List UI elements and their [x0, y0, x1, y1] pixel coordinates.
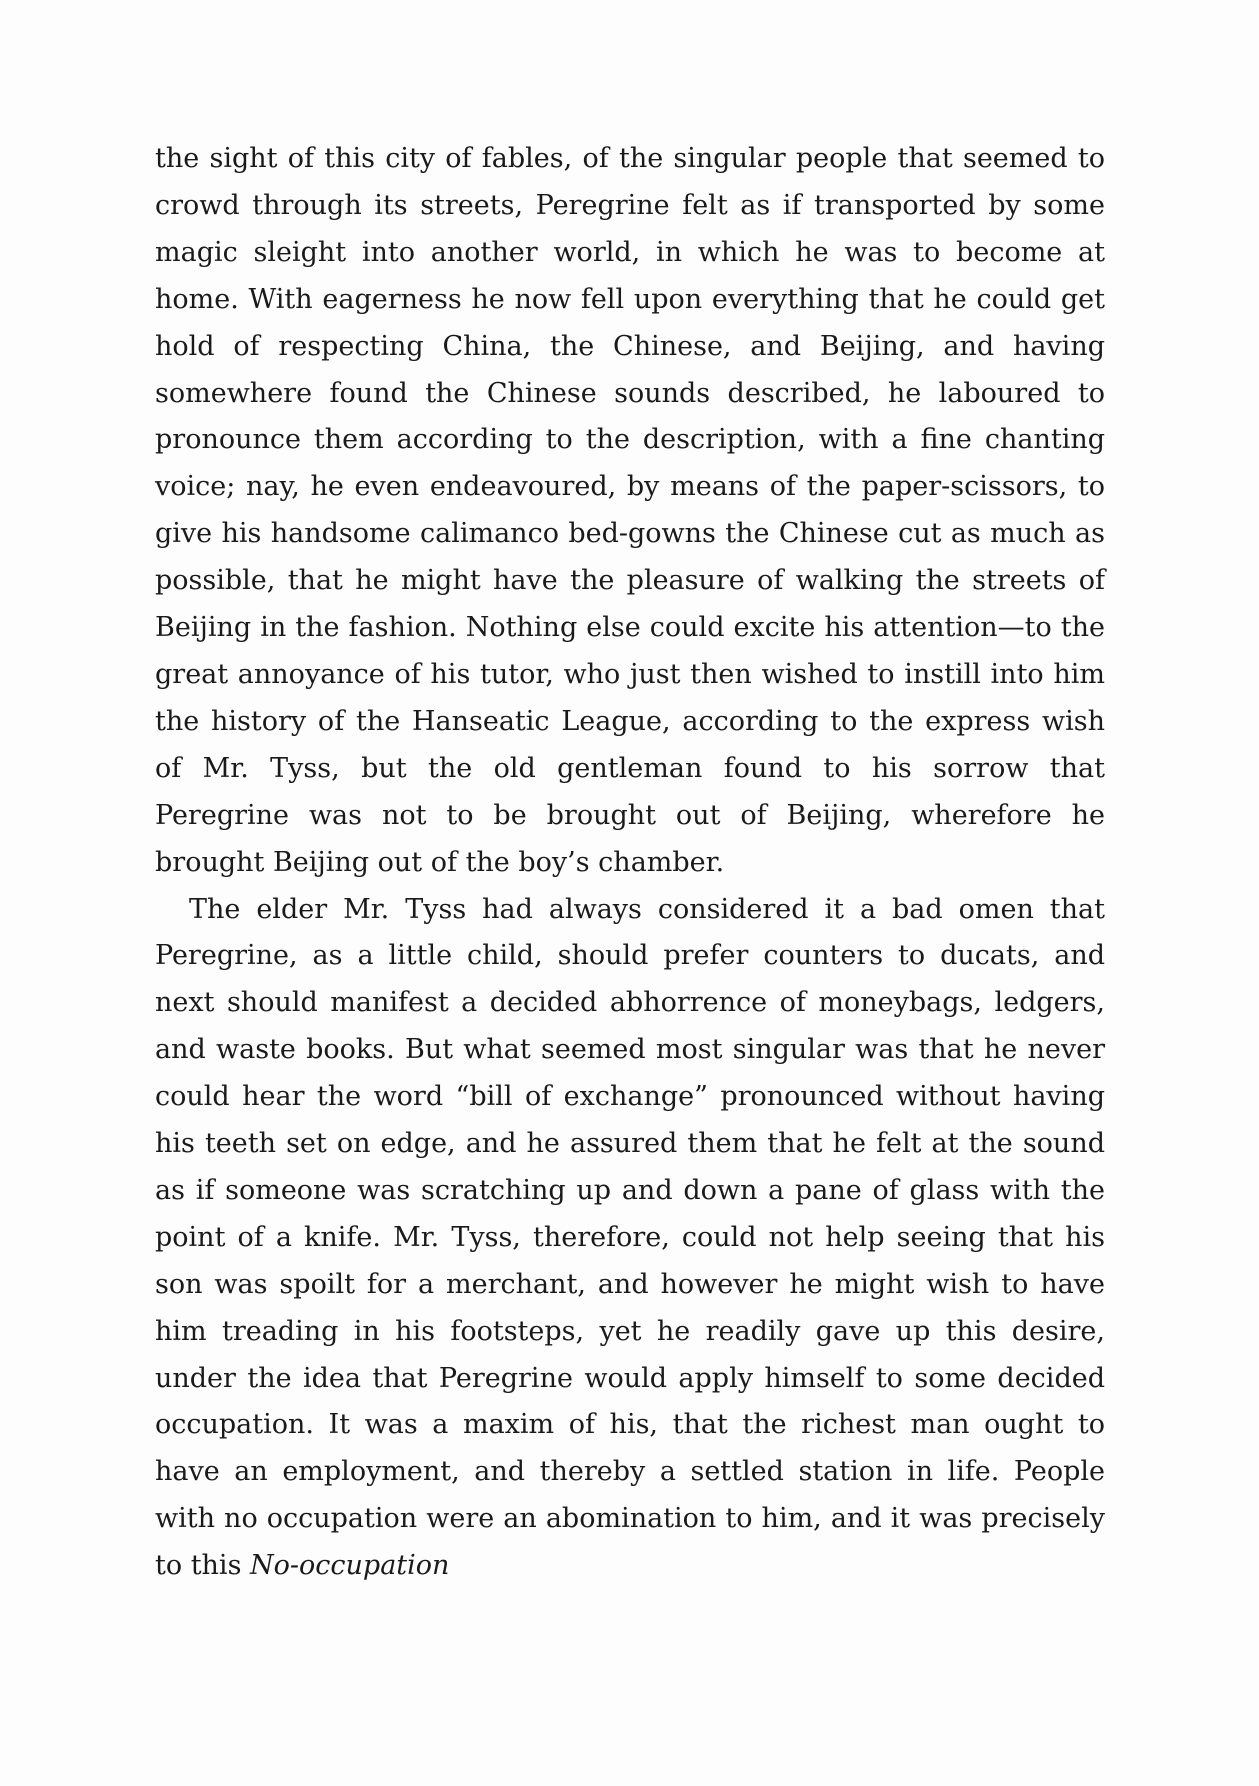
- paragraph-2: [155, 887, 1105, 1591]
- paragraph-1-text: the sight of this city of fables, of the singular people that seemed to crowd through its streets, Peregrine felt as if transported by some magic sleight into another world, in which he was to become at home. With eagerness he now fell upon everything that he could get hold of respecting China, the Chinese, and Beijing, and having somewhere found the Chinese sounds described, he laboured to pronounce them according to the description, with a fine chanting voice; nay, he even endeavoured, by means of the paper-scissors, to give his handsome calimanco bed-gowns the Chinese cut as much as possible, that he might have the pleasure of walking the streets of Beijing in the fashion. Nothing else could excite his attention—to the great annoyance of his tutor, who just then wished to instill into him the history of the Hanseatic League, according to the express wish of Mr. Tyss, but the old gentleman found to his sorrow that Peregrine was not to be brought out of Beijing, wherefore he brought Beijing out of the boy’s chamber.: [155, 143, 1105, 878]
- italic-phrase: No-occupation: [250, 1550, 450, 1582]
- paragraph-1: [155, 136, 1105, 887]
- paragraph-2-text: The elder Mr. Tyss had always considered it a bad omen that Peregrine, as a little child, should prefer counters to ducats, and next should manifest a decided abhorrence of moneybags, ledgers, and waste books. But what seemed most singular was that he never could hear the word “bill of exchange” pronounced without having his teeth set on edge, and he assured them that he felt at the sound as if someone was scratching up and down a pane of glass with the point of a knife. Mr. Tyss, therefore, could not help seeing that his son was spoilt for a merchant, and however he might wish to have him treading in his footsteps, yet he readily gave up this desire, under the idea that Peregrine would apply himself to some decided occupation. It was a maxim of his, that the richest man ought to have an employment, and thereby a settled station in life. People with no occupation were an abomination to him, and it was precisely to this: [155, 893, 1105, 1582]
- body-text: [155, 136, 1105, 1590]
